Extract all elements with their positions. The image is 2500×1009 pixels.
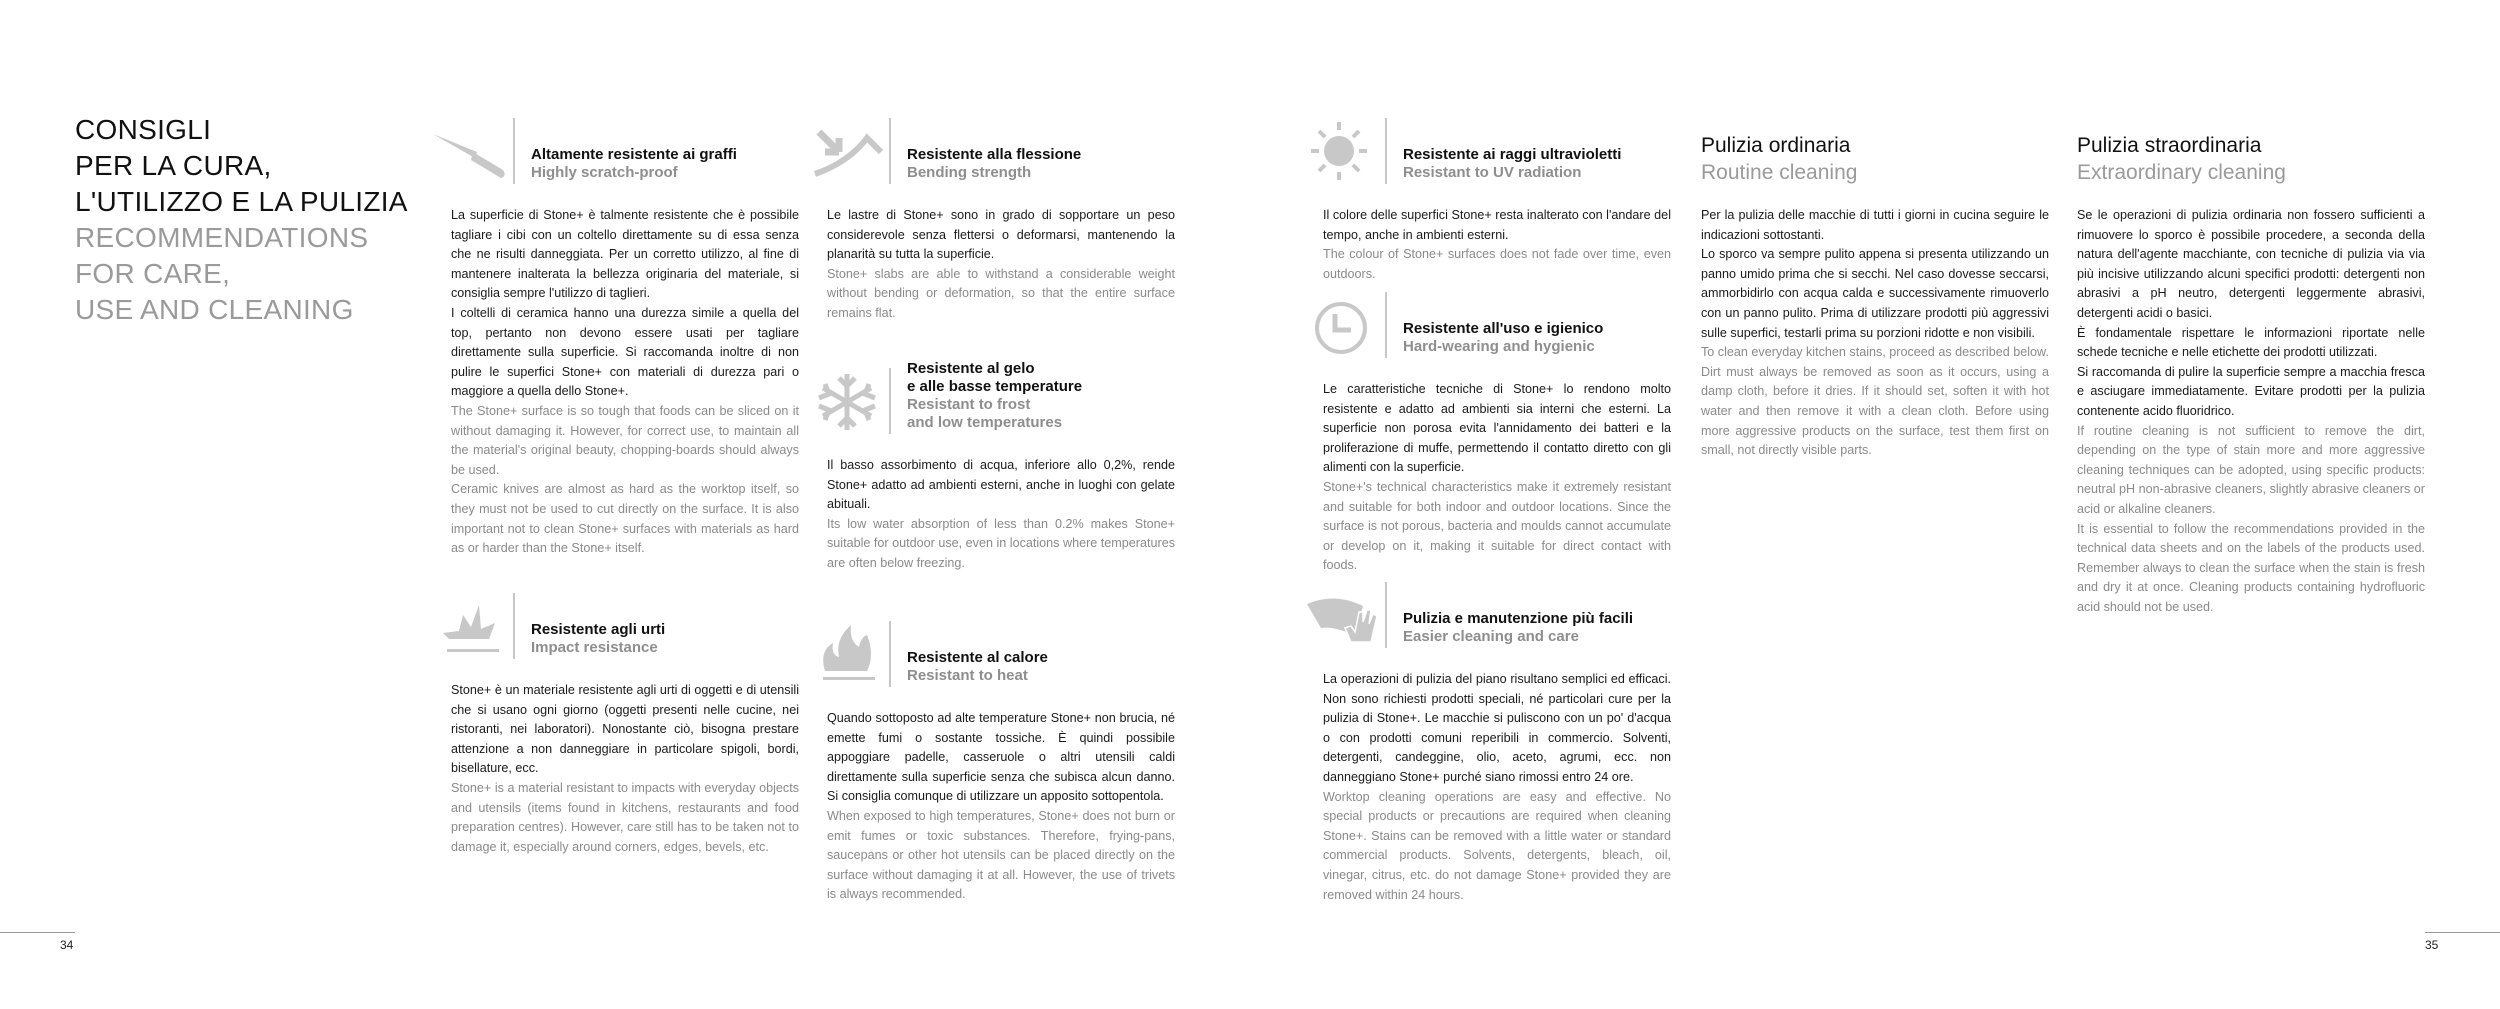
cleaning-hand-icon (1305, 582, 1381, 648)
feature-title: Resistente agli urti (531, 621, 666, 638)
paragraph-it: Lo sporco va sempre pulito appena si presenta utilizzando un panno umido prima che si secchi. Nel caso dovesse seccarsi, ammorbidirlo con acqua calda e successivamente rimuoverlo con un panno pulito. Prima di utilizzare prodotti più aggressivi sulle superfici, testarli prima su porzioni ridotte e non visibili. (1701, 247, 2049, 340)
divider (889, 368, 891, 434)
feature-bending-strength (827, 118, 1175, 324)
paragraph-en: Its low water absorption of less than 0.2% makes Stone+ suitable for outdoor use, even in locations where temperatures are often below freezing. (827, 516, 1175, 570)
page-number-left: 34 (60, 938, 74, 952)
title-en-line: RECOMMENDATIONS (75, 222, 369, 253)
paragraph-it: Si raccomanda di pulire la superficie sempre a macchia fresca e asciugare immediatamente. Evitare prodotti per la pulizia contenente acido fluoridrico. (2077, 364, 2425, 418)
paragraph-en: Ceramic knives are almost as hard as the worktop itself, so they must not be used to cut directly on the surface. It is also important not to clean Stone+ surfaces with materials as hard as or harder than the Stone+ itself. (451, 482, 799, 556)
feature-title-line2: e alle basse temperature (907, 378, 1083, 395)
divider (889, 118, 891, 184)
feature-subtitle: Resistant to frost (907, 396, 1031, 413)
paragraph-it: La superficie di Stone+ è talmente resistente che è possibile tagliare i cibi con un coltello direttamente su di essa senza che ne risulti danneggiata. Per un corretto utilizzo, al fine di mantenere inalterata la bellezza originaria del materiale, si consiglia sempre l'utilizzo di taglieri. (451, 208, 799, 301)
feature-title: Resistente all'uso e igienico (1403, 320, 1604, 337)
title-it-line: CONSIGLI (75, 114, 212, 145)
paragraph-it: Se le operazioni di pulizia ordinaria non fossero sufficienti a rimuovere lo sporco è possibile procedere, a seconda della natura dell'agente macchiante, con tecniche di pulizia via via più incisive utilizzando alcuni specifici prodotti: detergenti non abrasivi a pH neutro, detergenti leggermente abrasivi, detergenti acidi o basici. (2077, 208, 2425, 320)
paragraph-en: If routine cleaning is not sufficient to remove the dirt, depending on the type of stain more and more aggressive cleaning techniques can be adopted, using specific products: neutral pH non-abrasive cleaners, slightly abrasive cleaners or acid or alkaline cleaners. (2077, 423, 2425, 516)
footer-rule-right (2425, 932, 2500, 933)
paragraph-en: When exposed to high temperatures, Stone+ does not burn or emit fumes or toxic substances. Therefore, frying-pans, saucepans or other hot utensils can be placed directly on the surface without damaging it at all. However, the use of trivets is always recommended. (827, 808, 1175, 902)
page-title (75, 112, 408, 328)
paragraph-en: Stone+ is a material resistant to impacts with everyday objects and utensils (items found in kitchens, restaurants and food preparation centres). However, care still has to be taken not to damage it, especially around corners, edges, bevels, etc. (451, 780, 799, 854)
feature-title: Resistente ai raggi ultravioletti (1403, 146, 1622, 163)
feature-subtitle: Resistant to UV radiation (1403, 164, 1582, 181)
routine-cleaning-section (1701, 132, 2049, 461)
feature-frost-resistant (827, 360, 1175, 574)
feature-impact-resistance (451, 593, 799, 857)
feature-easier-cleaning (1323, 582, 1671, 905)
paragraph-it: È fondamentale rispettare le informazioni riportate nelle schede tecniche e nelle etichette dei prodotti utilizzati. (2077, 325, 2425, 360)
feature-hard-wearing (1323, 292, 1671, 576)
snowflake-icon (809, 368, 885, 434)
divider (513, 118, 515, 184)
feature-heat-resistant (827, 621, 1175, 905)
knife-icon (433, 118, 509, 184)
feature-subtitle: Bending strength (907, 164, 1032, 181)
feature-subtitle: Highly scratch-proof (531, 164, 678, 181)
sun-icon (1305, 118, 1381, 184)
paragraph-it: La operazioni di pulizia del piano risultano semplici ed efficaci. Non sono richiesti prodotti speciali, né particolari cure per la pulizia di Stone+. Le macchie si puliscono con un po' d'acqua o con prodotti comuni reperibili in commercio. Solventi, detergenti, candeggine, olio, aceto, agrumi, ecc. non danneggiano Stone+ purché siano rimossi entro 24 ore. (1323, 672, 1671, 784)
impact-icon (433, 593, 509, 659)
paragraph-en: The colour of Stone+ surfaces does not fade over time, even outdoors. (1323, 247, 1671, 281)
title-it-line: L'UTILIZZO E LA PULIZIA (75, 186, 408, 217)
flame-icon (809, 621, 885, 687)
feature-title: Pulizia e manutenzione più facili (1403, 610, 1634, 627)
divider (889, 621, 891, 687)
feature-scratch-proof (451, 118, 799, 559)
clock-icon (1305, 292, 1381, 358)
bending-icon (809, 118, 885, 184)
feature-subtitle-line2: and low temperatures (907, 414, 1063, 431)
feature-title: Altamente resistente ai graffi (531, 146, 737, 163)
paragraph-en: Dirt must always be removed as soon as it occurs, using a damp cloth, before it dries. If it should set, soften it with hot water and then remove it with a clean cloth. Before using more aggressive products on the surface, test them first on small, not directly visible parts. (1701, 364, 2049, 458)
paragraph-en: Stone+ slabs are able to withstand a considerable weight without bending or deformation, so that the entire surface remains flat. (827, 266, 1175, 320)
feature-uv-resistant (1323, 118, 1671, 284)
paragraph-it: Le lastre di Stone+ sono in grado di sopportare un peso considerevole senza flettersi o deformarsi, mantenendo la planarità su tutta la superficie. (827, 208, 1175, 262)
title-it-line: PER LA CURA, (75, 150, 272, 181)
paragraph-en: It is essential to follow the recommendations provided in the technical data sheets and on the labels of the products used. Remember always to clean the surface when the stain is fresh and dry it at once. Cleaning products containing hydrofluoric acid should not be used. (2077, 521, 2425, 614)
section-subtitle: Extraordinary cleaning (2077, 161, 2286, 184)
divider (513, 593, 515, 659)
feature-subtitle: Impact resistance (531, 639, 658, 656)
paragraph-en: To clean everyday kitchen stains, proceed as described below. (1701, 345, 2049, 360)
paragraph-it: Il basso assorbimento di acqua, inferiore allo 0,2%, rende Stone+ adatto ad ambienti esterni, anche in luoghi con gelate abituali. (827, 458, 1175, 512)
section-subtitle: Routine cleaning (1701, 161, 1858, 184)
section-title: Pulizia ordinaria (1701, 134, 1851, 157)
feature-subtitle: Hard-wearing and hygienic (1403, 338, 1595, 355)
feature-title: Resistente al calore (907, 649, 1048, 666)
paragraph-it: Le caratteristiche tecniche di Stone+ lo rendono molto resistente e adatto ad ambienti sia interni che esterni. La superficie non porosa evita l'annidamento dei batteri e la proliferazione di muffe, permettendo il contatto diretto con gli alimenti con la superficie. (1323, 382, 1671, 475)
page-number-right: 35 (2425, 938, 2439, 952)
title-en-line: FOR CARE, (75, 258, 231, 289)
title-en-line: USE AND CLEANING (75, 294, 354, 325)
paragraph-it: Quando sottoposto ad alte temperature Stone+ non brucia, né emette fumi o sostante tossiche. È quindi possibile appoggiare padelle, casseruole o altri utensili caldi direttamente sulla superficie senza che subisca alcun danno. Si consiglia comunque di utilizzare un apposito sottopentola. (827, 711, 1175, 804)
feature-title: Resistente alla flessione (907, 146, 1082, 163)
paragraph-it: Stone+ è un materiale resistente agli urti di oggetti e di utensili che si usano ogni giorno (oggetti presenti nelle cucine, nei ristoranti, nei laboratori). Nonostante ciò, bisogna prestare attenzione a non danneggiare in particolare spigoli, bordi, bisellature, ecc. (451, 683, 799, 776)
feature-title: Resistente al gelo (907, 360, 1035, 377)
divider (1385, 118, 1387, 184)
paragraph-en: Stone+'s technical characteristics make it extremely resistant and suitable for both indoor and outdoor locations. Since the surface is not porous, bacteria and moulds cannot accumulate or develop on it, making it suitable for direct contact with foods. (1323, 479, 1671, 573)
feature-subtitle: Resistant to heat (907, 667, 1028, 684)
paragraph-it: Il colore delle superfici Stone+ resta inalterato con l'andare del tempo, anche in ambienti esterni. (1323, 208, 1671, 242)
extraordinary-cleaning-section (2077, 132, 2425, 617)
paragraph-en: The Stone+ surface is so tough that foods can be sliced on it without damaging it. However, for correct use, to maintain all the material's original beauty, chopping-boards should always be used. (451, 403, 799, 477)
divider (1385, 292, 1387, 358)
footer-rule-left (0, 932, 75, 933)
paragraph-it: Per la pulizia delle macchie di tutti i giorni in cucina seguire le indicazioni sottostanti. (1701, 208, 2049, 242)
divider (1385, 582, 1387, 648)
paragraph-it: I coltelli di ceramica hanno una durezza simile a quella del top, pertanto non devono essere usati per tagliare direttamente sulla superficie. Si raccomanda inoltre di non pulire le superfici Stone+ con materiali di durezza pari o maggiore a quella dello Stone+. (451, 305, 799, 399)
feature-subtitle: Easier cleaning and care (1403, 628, 1579, 645)
paragraph-en: Worktop cleaning operations are easy and effective. No special products or precautions are required when cleaning Stone+. Stains can be removed with a little water or standard commercial products. Solvents, detergents, bleach, oil, vinegar, citrus, etc. do not damage Stone+ provided they are removed within 24 hours. (1323, 789, 1671, 902)
section-title: Pulizia straordinaria (2077, 134, 2262, 157)
